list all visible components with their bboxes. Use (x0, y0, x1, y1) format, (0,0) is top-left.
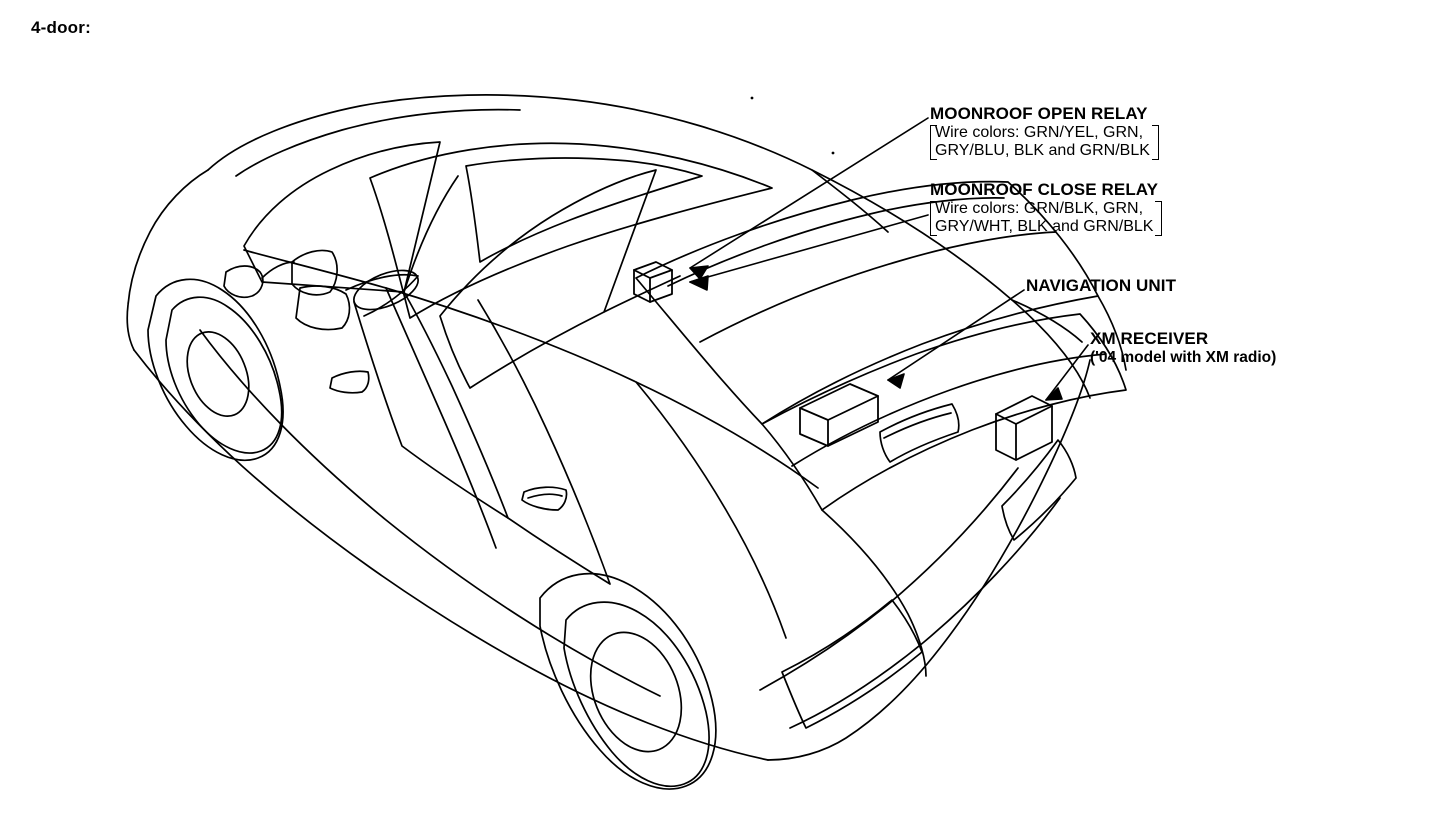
callout-detail-bracket (930, 124, 1159, 161)
callout-heading: NAVIGATION UNIT (1026, 276, 1177, 295)
callout-detail-line-2: GRY/BLU, BLK and GRN/BLK (935, 142, 1150, 160)
callout-xm-receiver (1090, 329, 1276, 367)
navigation-unit-box (800, 384, 878, 446)
callout-note: ('04 model with XM radio) (1090, 348, 1277, 366)
callout-heading: MOONROOF OPEN RELAY (930, 104, 1148, 123)
callout-navigation-unit (1026, 276, 1176, 296)
callout-heading: MOONROOF CLOSE RELAY (930, 180, 1159, 199)
callout-moonroof-open-relay (930, 104, 1159, 161)
callout-detail-bracket (930, 200, 1162, 237)
callout-detail-line-2: GRY/WHT, BLK and GRN/BLK (935, 218, 1154, 236)
page-title: 4-door: (31, 18, 91, 37)
scan-specks (751, 97, 835, 155)
callout-moonroof-close-relay (930, 180, 1162, 237)
callout-heading: XM RECEIVER (1090, 329, 1209, 348)
callout-detail-line-1: Wire colors: GRN/YEL, GRN, (935, 123, 1144, 141)
callout-detail-line-1: Wire colors: GRN/BLK, GRN, (935, 199, 1144, 217)
